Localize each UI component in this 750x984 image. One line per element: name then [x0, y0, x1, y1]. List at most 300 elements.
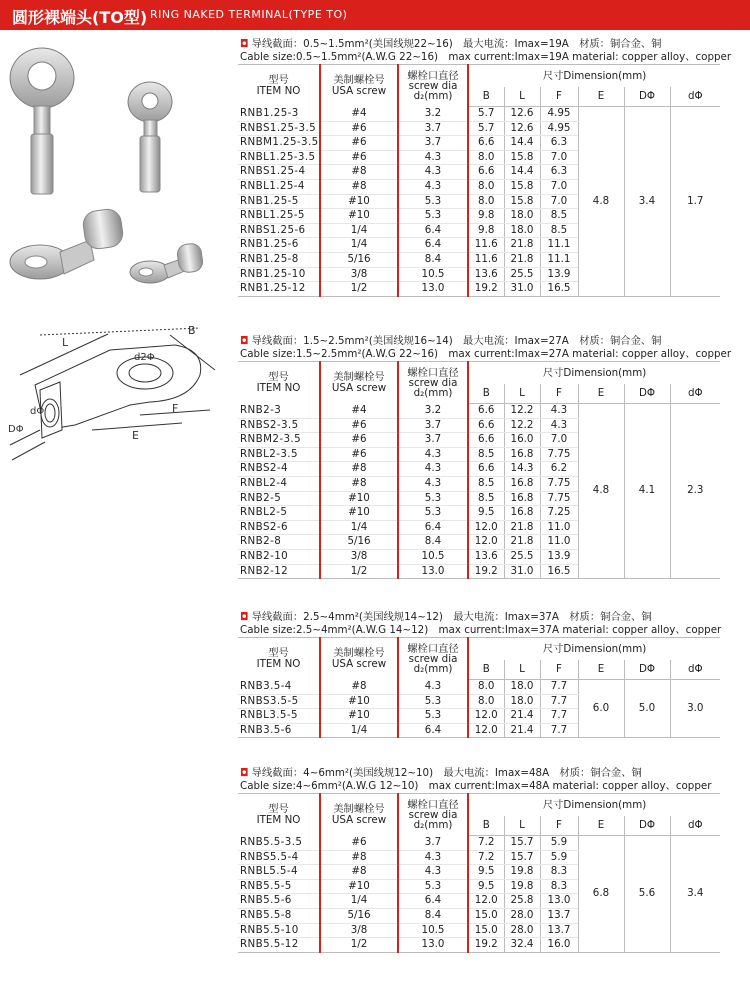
- cell-D: 5.6: [624, 836, 670, 953]
- cell-dia: 3.7: [398, 836, 468, 851]
- cell-F: 7.7: [540, 680, 578, 695]
- cell-B: 13.6: [468, 549, 504, 564]
- cell-model: RNBS2-6: [238, 520, 320, 535]
- cell-dia: 6.4: [398, 723, 468, 738]
- cell-B: 6.6: [468, 165, 504, 180]
- cell-B: 8.0: [468, 680, 504, 695]
- cell-model: RNBS1.25-6: [238, 223, 320, 238]
- cell-B: 12.0: [468, 723, 504, 738]
- cell-L: 18.0: [504, 223, 540, 238]
- cell-dia: 8.4: [398, 908, 468, 923]
- cell-dia: 5.3: [398, 194, 468, 209]
- cell-B: 8.0: [468, 150, 504, 165]
- cell-screw: #6: [320, 136, 398, 151]
- col-d: dΦ: [670, 384, 720, 404]
- cell-L: 19.8: [504, 865, 540, 880]
- cell-F: 4.95: [540, 107, 578, 122]
- cell-dia: 4.3: [398, 680, 468, 695]
- cell-model: RNBL2-5: [238, 506, 320, 521]
- spec-section: [238, 38, 738, 297]
- cell-d: 3.4: [670, 836, 720, 953]
- col-E: E: [578, 87, 624, 107]
- col-L: L: [504, 816, 540, 836]
- cell-model: RNBL2-4: [238, 476, 320, 491]
- cell-B: 13.6: [468, 267, 504, 282]
- spec-table: [238, 64, 720, 297]
- cell-B: 19.2: [468, 282, 504, 297]
- cell-B: 19.2: [468, 938, 504, 953]
- spec-section: [238, 611, 738, 738]
- cell-model: RNBL5.5-4: [238, 865, 320, 880]
- cell-dia: 10.5: [398, 267, 468, 282]
- col-B: B: [468, 816, 504, 836]
- header-title-en: RING NAKED TERMINAL(TYPE TO): [150, 8, 348, 21]
- cell-screw: #10: [320, 879, 398, 894]
- cell-screw: #6: [320, 433, 398, 448]
- cell-F: 11.1: [540, 238, 578, 253]
- cell-model: RNBM2-3.5: [238, 433, 320, 448]
- cell-B: 6.6: [468, 418, 504, 433]
- cell-model: RNBS5.5-4: [238, 850, 320, 865]
- cell-screw: 1/4: [320, 223, 398, 238]
- cell-L: 16.8: [504, 447, 540, 462]
- cell-screw: #8: [320, 476, 398, 491]
- cell-L: 25.5: [504, 267, 540, 282]
- cell-B: 8.0: [468, 179, 504, 194]
- cell-dia: 5.3: [398, 709, 468, 724]
- cell-L: 15.7: [504, 836, 540, 851]
- cell-dia: 6.4: [398, 894, 468, 909]
- cell-screw: 1/4: [320, 520, 398, 535]
- spec-table: [238, 361, 720, 579]
- cell-dia: 3.7: [398, 418, 468, 433]
- cell-dia: 6.4: [398, 238, 468, 253]
- cell-B: 11.6: [468, 238, 504, 253]
- cell-L: 15.8: [504, 194, 540, 209]
- table-row: [238, 404, 720, 419]
- table-header-row: [238, 794, 720, 817]
- cell-F: 4.3: [540, 404, 578, 419]
- cell-F: 6.3: [540, 136, 578, 151]
- cell-L: 21.8: [504, 535, 540, 550]
- cell-screw: #10: [320, 709, 398, 724]
- cell-screw: 1/4: [320, 894, 398, 909]
- cell-model: RNB3.5-6: [238, 723, 320, 738]
- cell-screw: #8: [320, 165, 398, 180]
- cell-B: 7.2: [468, 836, 504, 851]
- cell-L: 16.8: [504, 491, 540, 506]
- ring-terminal-large-icon: [10, 48, 74, 194]
- cell-L: 16.8: [504, 476, 540, 491]
- cell-F: 7.75: [540, 476, 578, 491]
- cell-B: 6.6: [468, 136, 504, 151]
- cell-screw: 1/2: [320, 938, 398, 953]
- spec-line-en: Cable size:2.5~4mm²(A.W.G 14~12) max current:Imax=37A material: copper alloy、copper: [240, 624, 722, 636]
- cell-model: RNB5.5-10: [238, 923, 320, 938]
- cell-D: 3.4: [624, 107, 670, 297]
- col-model-header: 型号 ITEM NO: [238, 794, 320, 836]
- cell-L: 15.8: [504, 179, 540, 194]
- cell-L: 16.8: [504, 506, 540, 521]
- cell-d: 3.0: [670, 680, 720, 738]
- col-screw-header: 美制螺栓号 USA screw: [320, 638, 398, 680]
- cell-dia: 10.5: [398, 923, 468, 938]
- cell-F: 7.75: [540, 447, 578, 462]
- cell-B: 12.0: [468, 709, 504, 724]
- cell-screw: #4: [320, 107, 398, 122]
- cell-dia: 3.7: [398, 433, 468, 448]
- cell-screw: #4: [320, 404, 398, 419]
- col-F: F: [540, 384, 578, 404]
- cell-L: 25.8: [504, 894, 540, 909]
- spec-line-en: Cable size:4~6mm²(A.W.G 12~10) max current:Imax=48A material: copper alloy、copper: [240, 780, 712, 792]
- cell-F: 7.0: [540, 150, 578, 165]
- cell-screw: #10: [320, 209, 398, 224]
- col-F: F: [540, 660, 578, 680]
- cell-B: 15.0: [468, 908, 504, 923]
- cell-dia: 4.3: [398, 179, 468, 194]
- cell-model: RNBS2-3.5: [238, 418, 320, 433]
- cell-screw: #8: [320, 865, 398, 880]
- cell-F: 7.0: [540, 194, 578, 209]
- cell-F: 13.7: [540, 908, 578, 923]
- cell-dia: 4.3: [398, 150, 468, 165]
- cell-B: 8.5: [468, 476, 504, 491]
- cell-F: 8.5: [540, 223, 578, 238]
- col-L: L: [504, 87, 540, 107]
- col-F: F: [540, 87, 578, 107]
- cell-L: 18.0: [504, 209, 540, 224]
- cell-screw: 3/8: [320, 923, 398, 938]
- col-screw-header: 美制螺栓号 USA screw: [320, 794, 398, 836]
- cell-F: 7.7: [540, 709, 578, 724]
- cell-F: 4.3: [540, 418, 578, 433]
- col-dia-header: 螺栓口直径 screw dia d₂(mm): [398, 794, 468, 836]
- cell-B: 5.7: [468, 121, 504, 136]
- cell-screw: #6: [320, 150, 398, 165]
- cell-L: 28.0: [504, 908, 540, 923]
- cell-L: 15.8: [504, 150, 540, 165]
- cell-model: RNB2-5: [238, 491, 320, 506]
- product-illustrations: [0, 30, 230, 510]
- cell-B: 6.6: [468, 462, 504, 477]
- spec-section: [238, 767, 738, 953]
- cell-screw: #6: [320, 836, 398, 851]
- cell-F: 13.7: [540, 923, 578, 938]
- terminal-photos: [0, 30, 230, 510]
- cell-F: 6.3: [540, 165, 578, 180]
- cell-L: 21.8: [504, 520, 540, 535]
- cell-B: 8.5: [468, 491, 504, 506]
- cell-model: RNBL1.25-4: [238, 179, 320, 194]
- ring-terminal-flat-small-icon: [130, 242, 204, 283]
- cell-dia: 3.2: [398, 107, 468, 122]
- col-B: B: [468, 384, 504, 404]
- dimension-diagram: [10, 328, 215, 460]
- cell-screw: #6: [320, 447, 398, 462]
- cell-model: RNBS3.5-5: [238, 694, 320, 709]
- cell-F: 11.0: [540, 535, 578, 550]
- cell-F: 13.9: [540, 549, 578, 564]
- cell-dia: 5.3: [398, 491, 468, 506]
- col-L: L: [504, 384, 540, 404]
- cell-F: 7.7: [540, 723, 578, 738]
- spec-line-cn: ◘ 导线截面：1.5~2.5mm²(美国线规16~14) 最大电流：Imax=27A 材质：铜合金、铜: [240, 335, 662, 347]
- cell-screw: #10: [320, 491, 398, 506]
- cell-screw: 1/4: [320, 238, 398, 253]
- spec-line-en: Cable size:1.5~2.5mm²(A.W.G 22~16) max current:Imax=27A material: copper alloy、copper: [240, 348, 732, 360]
- cell-model: RNBS1.25-3.5: [238, 121, 320, 136]
- spec-line-cn: ◘ 导线截面：0.5~1.5mm²(美国线规22~16) 最大电流：Imax=19A 材质：铜合金、铜: [240, 38, 662, 50]
- cell-F: 16.0: [540, 938, 578, 953]
- cell-screw: 3/8: [320, 267, 398, 282]
- col-L: L: [504, 660, 540, 680]
- cell-B: 12.0: [468, 535, 504, 550]
- bullet-icon: ◘: [240, 767, 249, 779]
- cell-screw: #8: [320, 179, 398, 194]
- col-model-header: 型号 ITEM NO: [238, 638, 320, 680]
- cell-F: 13.0: [540, 894, 578, 909]
- ring-terminal-small-icon: [128, 82, 172, 192]
- spec-table: [238, 793, 720, 953]
- cell-B: 8.0: [468, 194, 504, 209]
- cell-model: RNB2-10: [238, 549, 320, 564]
- cell-screw: #10: [320, 506, 398, 521]
- spec-line-en: Cable size:0.5~1.5mm²(A.W.G 22~16) max current:Imax=19A material: copper alloy、copper: [240, 51, 732, 63]
- cell-L: 21.4: [504, 709, 540, 724]
- cell-L: 14.4: [504, 165, 540, 180]
- cell-L: 25.5: [504, 549, 540, 564]
- cell-d: 2.3: [670, 404, 720, 579]
- col-E: E: [578, 660, 624, 680]
- cell-d: 1.7: [670, 107, 720, 297]
- cell-B: 8.5: [468, 447, 504, 462]
- cell-dia: 3.7: [398, 121, 468, 136]
- cell-B: 12.0: [468, 520, 504, 535]
- cell-L: 31.0: [504, 564, 540, 579]
- spec-line-cn: ◘ 导线截面：2.5~4mm²(美国线规14~12) 最大电流：Imax=37A 材质：铜合金、铜: [240, 611, 652, 623]
- cell-screw: #8: [320, 462, 398, 477]
- table-row: [238, 107, 720, 122]
- cell-dia: 5.3: [398, 506, 468, 521]
- dim-label-E: E: [132, 429, 139, 442]
- cell-F: 13.9: [540, 267, 578, 282]
- col-screw-header: 美制螺栓号 USA screw: [320, 65, 398, 107]
- cell-model: RNBS2-4: [238, 462, 320, 477]
- dim-label-d2: d2Φ: [134, 352, 155, 363]
- cell-screw: 3/8: [320, 549, 398, 564]
- cell-B: 6.6: [468, 404, 504, 419]
- cell-screw: #6: [320, 418, 398, 433]
- cell-L: 19.8: [504, 879, 540, 894]
- cell-dia: 4.3: [398, 447, 468, 462]
- cell-model: RNBL2-3.5: [238, 447, 320, 462]
- dim-label-F: F: [172, 402, 179, 415]
- cell-E: 4.8: [578, 107, 624, 297]
- cell-model: RNB5.5-12: [238, 938, 320, 953]
- cell-screw: 1/4: [320, 723, 398, 738]
- cell-dia: 3.7: [398, 136, 468, 151]
- cell-F: 7.0: [540, 433, 578, 448]
- cell-F: 7.0: [540, 179, 578, 194]
- cell-dia: 6.4: [398, 223, 468, 238]
- spec-table: [238, 637, 720, 738]
- cell-model: RNB5.5-5: [238, 879, 320, 894]
- col-model-header: 型号 ITEM NO: [238, 362, 320, 404]
- cell-screw: #8: [320, 850, 398, 865]
- cell-model: RNBL3.5-5: [238, 709, 320, 724]
- cell-F: 7.75: [540, 491, 578, 506]
- cell-B: 7.2: [468, 850, 504, 865]
- cell-model: RNB1.25-10: [238, 267, 320, 282]
- cell-F: 7.7: [540, 694, 578, 709]
- cell-F: 11.1: [540, 252, 578, 267]
- table-row: [238, 836, 720, 851]
- cell-F: 8.3: [540, 865, 578, 880]
- col-d: dΦ: [670, 660, 720, 680]
- table-header-row: [238, 638, 720, 661]
- cell-dia: 13.0: [398, 282, 468, 297]
- cell-dia: 5.3: [398, 879, 468, 894]
- cell-B: 9.8: [468, 223, 504, 238]
- cell-F: 7.25: [540, 506, 578, 521]
- cell-dia: 10.5: [398, 549, 468, 564]
- table-header-row: [238, 362, 720, 385]
- col-D: DΦ: [624, 384, 670, 404]
- cell-E: 6.8: [578, 836, 624, 953]
- cell-F: 11.0: [540, 520, 578, 535]
- dim-label-D: DΦ: [8, 424, 24, 435]
- bullet-icon: ◘: [240, 38, 249, 50]
- cell-screw: 5/16: [320, 252, 398, 267]
- cell-dia: 4.3: [398, 850, 468, 865]
- col-B: B: [468, 87, 504, 107]
- spec-line-cn: ◘ 导线截面：4~6mm²(美国线规12~10) 最大电流：Imax=48A 材质：铜合金、铜: [240, 767, 642, 779]
- cell-screw: 5/16: [320, 908, 398, 923]
- cell-F: 16.5: [540, 564, 578, 579]
- cell-dia: 4.3: [398, 462, 468, 477]
- cell-B: 15.0: [468, 923, 504, 938]
- col-D: DΦ: [624, 87, 670, 107]
- cell-L: 15.7: [504, 850, 540, 865]
- header-title-cn: 圆形裸端头(TO型): [12, 8, 148, 27]
- cell-dia: 8.4: [398, 535, 468, 550]
- cell-L: 31.0: [504, 282, 540, 297]
- bullet-icon: ◘: [240, 335, 249, 347]
- col-D: DΦ: [624, 816, 670, 836]
- cell-dia: 6.4: [398, 520, 468, 535]
- bullet-icon: ◘: [240, 611, 249, 623]
- cell-model: RNBL1.25-5: [238, 209, 320, 224]
- cell-dia: 5.3: [398, 694, 468, 709]
- cell-B: 9.5: [468, 506, 504, 521]
- cell-model: RNB5.5-6: [238, 894, 320, 909]
- cell-model: RNB1.25-8: [238, 252, 320, 267]
- cell-screw: #6: [320, 121, 398, 136]
- cell-L: 14.4: [504, 136, 540, 151]
- cell-L: 16.0: [504, 433, 540, 448]
- cell-L: 12.2: [504, 418, 540, 433]
- cell-B: 11.6: [468, 252, 504, 267]
- cell-model: RNB2-3: [238, 404, 320, 419]
- col-d: dΦ: [670, 87, 720, 107]
- cell-F: 6.2: [540, 462, 578, 477]
- cell-dia: 8.4: [398, 252, 468, 267]
- cell-F: 8.3: [540, 879, 578, 894]
- cell-dia: 3.2: [398, 404, 468, 419]
- cell-model: RNBM1.25-3.5: [238, 136, 320, 151]
- cell-L: 18.0: [504, 694, 540, 709]
- cell-L: 21.4: [504, 723, 540, 738]
- spec-section: [238, 335, 738, 579]
- col-screw-header: 美制螺栓号 USA screw: [320, 362, 398, 404]
- cell-model: RNB5.5-3.5: [238, 836, 320, 851]
- table-header-row: [238, 65, 720, 88]
- cell-model: RNB1.25-5: [238, 194, 320, 209]
- cell-dia: 13.0: [398, 564, 468, 579]
- cell-F: 5.9: [540, 850, 578, 865]
- ring-terminal-flat-large-icon: [10, 208, 124, 279]
- cell-L: 12.2: [504, 404, 540, 419]
- cell-dia: 5.3: [398, 209, 468, 224]
- col-dia-header: 螺栓口直径 screw dia d₂(mm): [398, 362, 468, 404]
- cell-F: 5.9: [540, 836, 578, 851]
- cell-L: 32.4: [504, 938, 540, 953]
- cell-D: 5.0: [624, 680, 670, 738]
- cell-dia: 4.3: [398, 165, 468, 180]
- table-row: [238, 680, 720, 695]
- cell-model: RNB1.25-3: [238, 107, 320, 122]
- cell-model: RNB3.5-4: [238, 680, 320, 695]
- col-B: B: [468, 660, 504, 680]
- col-dimension-header: 尺寸Dimension(mm): [468, 794, 720, 817]
- cell-B: 12.0: [468, 894, 504, 909]
- cell-F: 4.95: [540, 121, 578, 136]
- dim-label-B: B: [188, 324, 196, 337]
- cell-L: 28.0: [504, 923, 540, 938]
- cell-model: RNB1.25-6: [238, 238, 320, 253]
- col-E: E: [578, 384, 624, 404]
- cell-F: 8.5: [540, 209, 578, 224]
- cell-B: 9.5: [468, 879, 504, 894]
- dim-label-d: dΦ: [30, 406, 45, 417]
- col-F: F: [540, 816, 578, 836]
- cell-dia: 4.3: [398, 865, 468, 880]
- col-d: dΦ: [670, 816, 720, 836]
- col-model-header: 型号 ITEM NO: [238, 65, 320, 107]
- cell-model: RNB1.25-12: [238, 282, 320, 297]
- col-E: E: [578, 816, 624, 836]
- cell-L: 14.3: [504, 462, 540, 477]
- col-dimension-header: 尺寸Dimension(mm): [468, 638, 720, 661]
- cell-model: RNBL1.25-3.5: [238, 150, 320, 165]
- col-dimension-header: 尺寸Dimension(mm): [468, 362, 720, 385]
- dim-label-L: L: [62, 336, 69, 349]
- cell-L: 18.0: [504, 680, 540, 695]
- page-header: [0, 0, 750, 30]
- col-dia-header: 螺栓口直径 screw dia d₂(mm): [398, 638, 468, 680]
- cell-L: 21.8: [504, 252, 540, 267]
- cell-B: 8.0: [468, 694, 504, 709]
- col-D: DΦ: [624, 660, 670, 680]
- cell-B: 5.7: [468, 107, 504, 122]
- cell-screw: 1/2: [320, 564, 398, 579]
- cell-model: RNB5.5-8: [238, 908, 320, 923]
- cell-screw: 5/16: [320, 535, 398, 550]
- cell-E: 6.0: [578, 680, 624, 738]
- cell-L: 21.8: [504, 238, 540, 253]
- col-dimension-header: 尺寸Dimension(mm): [468, 65, 720, 88]
